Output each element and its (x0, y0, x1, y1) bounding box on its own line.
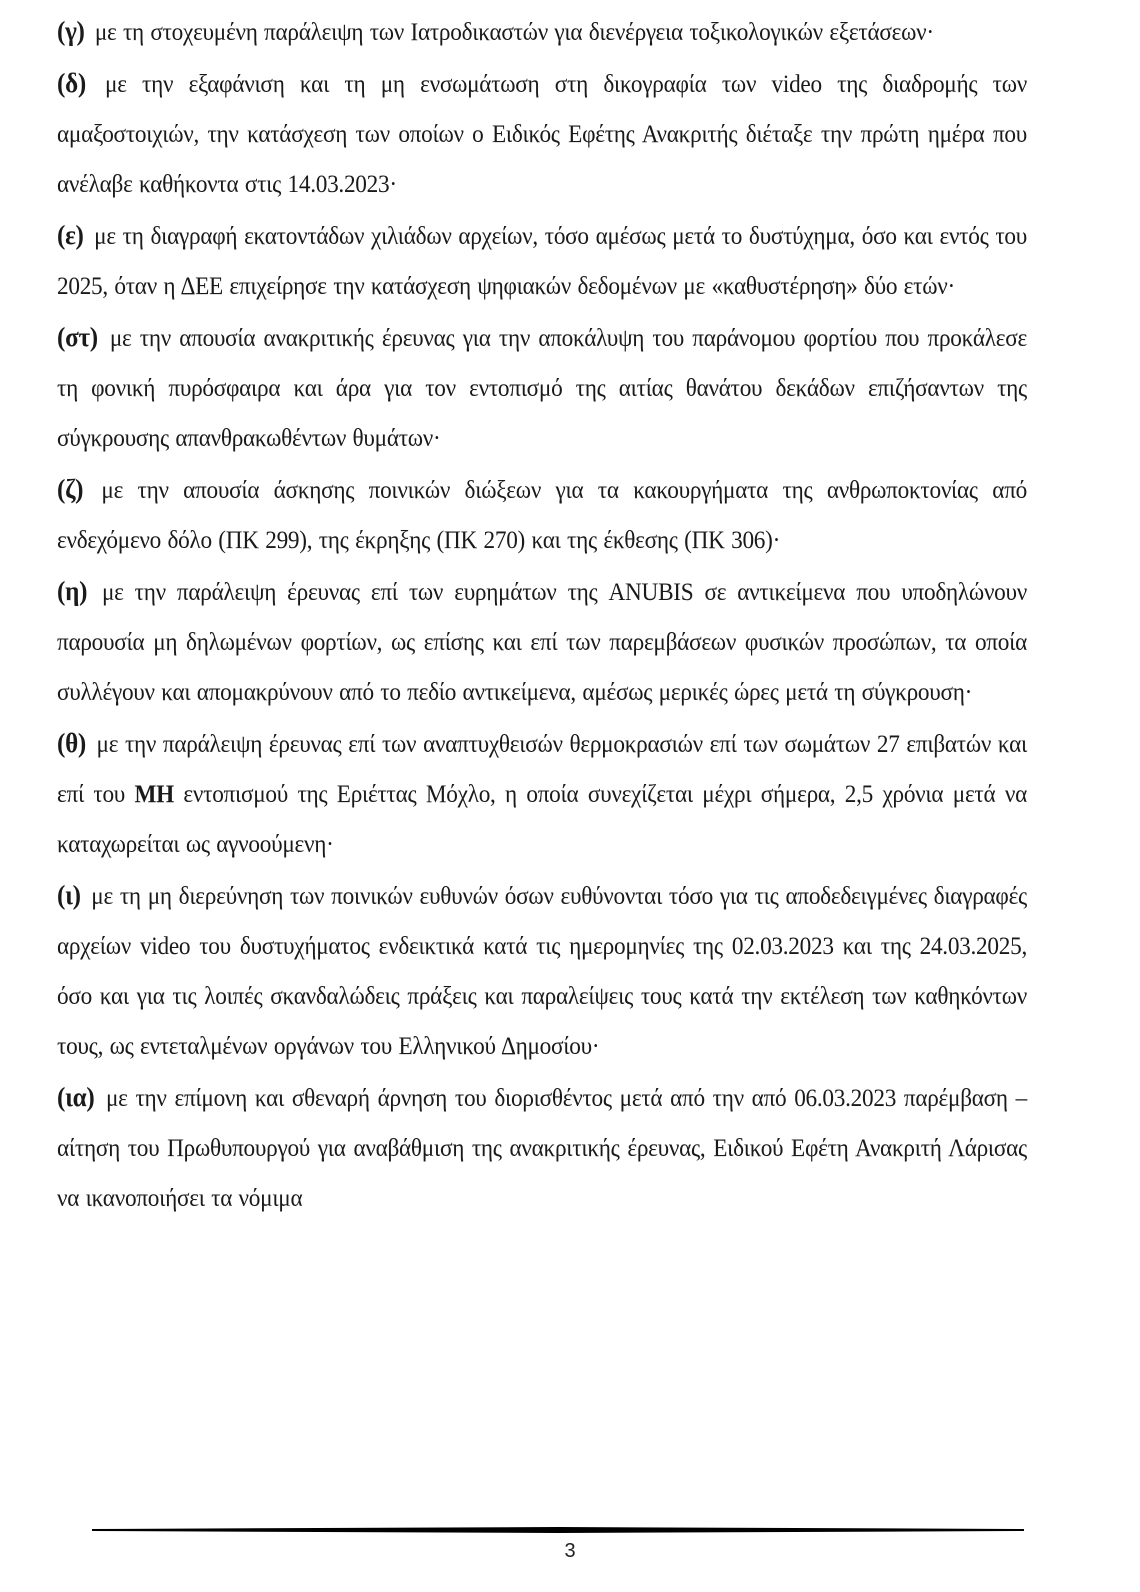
item-label: (θ) (57, 728, 87, 758)
item-text: με την εξαφάνιση και τη μη ενσωμάτωση στη δικογραφία των video της διαδρομής των αμαξοστοιχιών, την κατάσχεση των οποίων ο Ειδικός Εφέτης Ανακριτής διέταξε την πρώτη ημέρα που ανέλαβε καθήκοντα στις 14.03.2023· (57, 71, 1027, 198)
item-text: με την απουσία άσκησης ποινικών διώξεων για τα κακουργήματα της ανθρωποκτονίας από ενδεχόμενο δόλο (ΠΚ 299), της έκρηξης (ΠΚ 270) και της έκθεσης (ΠΚ 306)· (57, 477, 1028, 554)
item-text: με τη μη διερεύνηση των ποινικών ευθυνών όσων ευθύνονται τόσο για τις αποδεδειγμένες διαγραφές αρχείων video του δυστυχήματος ενδεικτικά κατά τις ημερομηνίες της 02.03.2023 και της 24.03.2025, όσο και για τις λοιπές σκανδαλώδεις πράξεις και παραλείψεις τους κατά την εκτέλεση των καθηκόντων τους, ως εντεταλμένων οργάνων του Ελληνικού Δημοσίου· (57, 883, 1027, 1060)
list-item-iota (57, 870, 1027, 1072)
list-item-epsilon (57, 210, 1027, 312)
document-page (57, 6, 1027, 1224)
list-item-iota-alpha (57, 1072, 1027, 1224)
page-number: 3 (564, 1540, 576, 1562)
item-text: εντοπισμού της Εριέττας Μόχλο, η οποία συνεχίζεται μέχρι σήμερα, 2,5 χρόνια μετά να καταχωρείται ως αγνοούμενη· (57, 781, 1027, 858)
list-item-eta (57, 566, 1027, 718)
item-emphasis: ΜΗ (134, 781, 174, 808)
item-label: (στ) (57, 322, 98, 352)
item-text: με την επίμονη και σθεναρή άρνηση του διορισθέντος μετά από την από 06.03.2023 παρέμβαση – αίτηση του Πρωθυπουργού για αναβάθμιση της ανακριτικής έρευνας, Ειδικού Εφέτη Ανακριτή Λάρισας να ικανοποιήσει τα νόμιμα (57, 1085, 1027, 1212)
item-text: με την παράλειψη έρευνας επί των αναπτυχθεισών θερμοκρασιών επί των σωμάτων 27 επιβατών και επί του (57, 731, 1027, 808)
list-item-gamma (57, 6, 1027, 58)
footer-divider (92, 1527, 1024, 1533)
item-label: (ζ) (57, 474, 84, 504)
item-label: (ε) (57, 220, 84, 250)
list-item-delta (57, 58, 1027, 210)
item-text: με την απουσία ανακριτικής έρευνας για την αποκάλυψη του παράνομου φορτίου που προκάλεσε τη φονική πυρόσφαιρα και άρα για τον εντοπισμό της αιτίας θανάτου δεκάδων επιζήσαντων της σύγκρουσης απανθρακωθέντων θυμάτων· (57, 325, 1027, 452)
list-item-stigma (57, 312, 1027, 464)
item-label: (ια) (57, 1082, 95, 1112)
list-item-zeta (57, 464, 1027, 566)
list-item-theta (57, 718, 1027, 870)
item-text: με τη στοχευμένη παράλειψη των Ιατροδικαστών για διενέργεια τοξικολογικών εξετάσεων· (94, 19, 934, 46)
item-label: (ι) (57, 880, 81, 910)
item-label: (δ) (57, 68, 86, 98)
item-label: (η) (57, 576, 88, 606)
item-text: με τη διαγραφή εκατοντάδων χιλιάδων αρχείων, τόσο αμέσως μετά το δυστύχημα, όσο και εντός του 2025, όταν η ΔΕΕ επιχείρησε την κατάσχεση ψηφιακών δεδομένων με «καθυστέρηση» δύο ετών· (57, 223, 1027, 300)
item-text: με την παράλειψη έρευνας επί των ευρημάτων της ANUBIS σε αντικείμενα που υποδηλώνουν παρουσία μη δηλωμένων φορτίων, ως επίσης και επί των παρεμβάσεων φυσικών προσώπων, τα οποία συλλέγουν και απομακρύνουν από το πεδίο αντικείμενα, αμέσως μερικές ώρες μετά τη σύγκρουση· (57, 579, 1027, 706)
item-label: (γ) (57, 16, 85, 46)
